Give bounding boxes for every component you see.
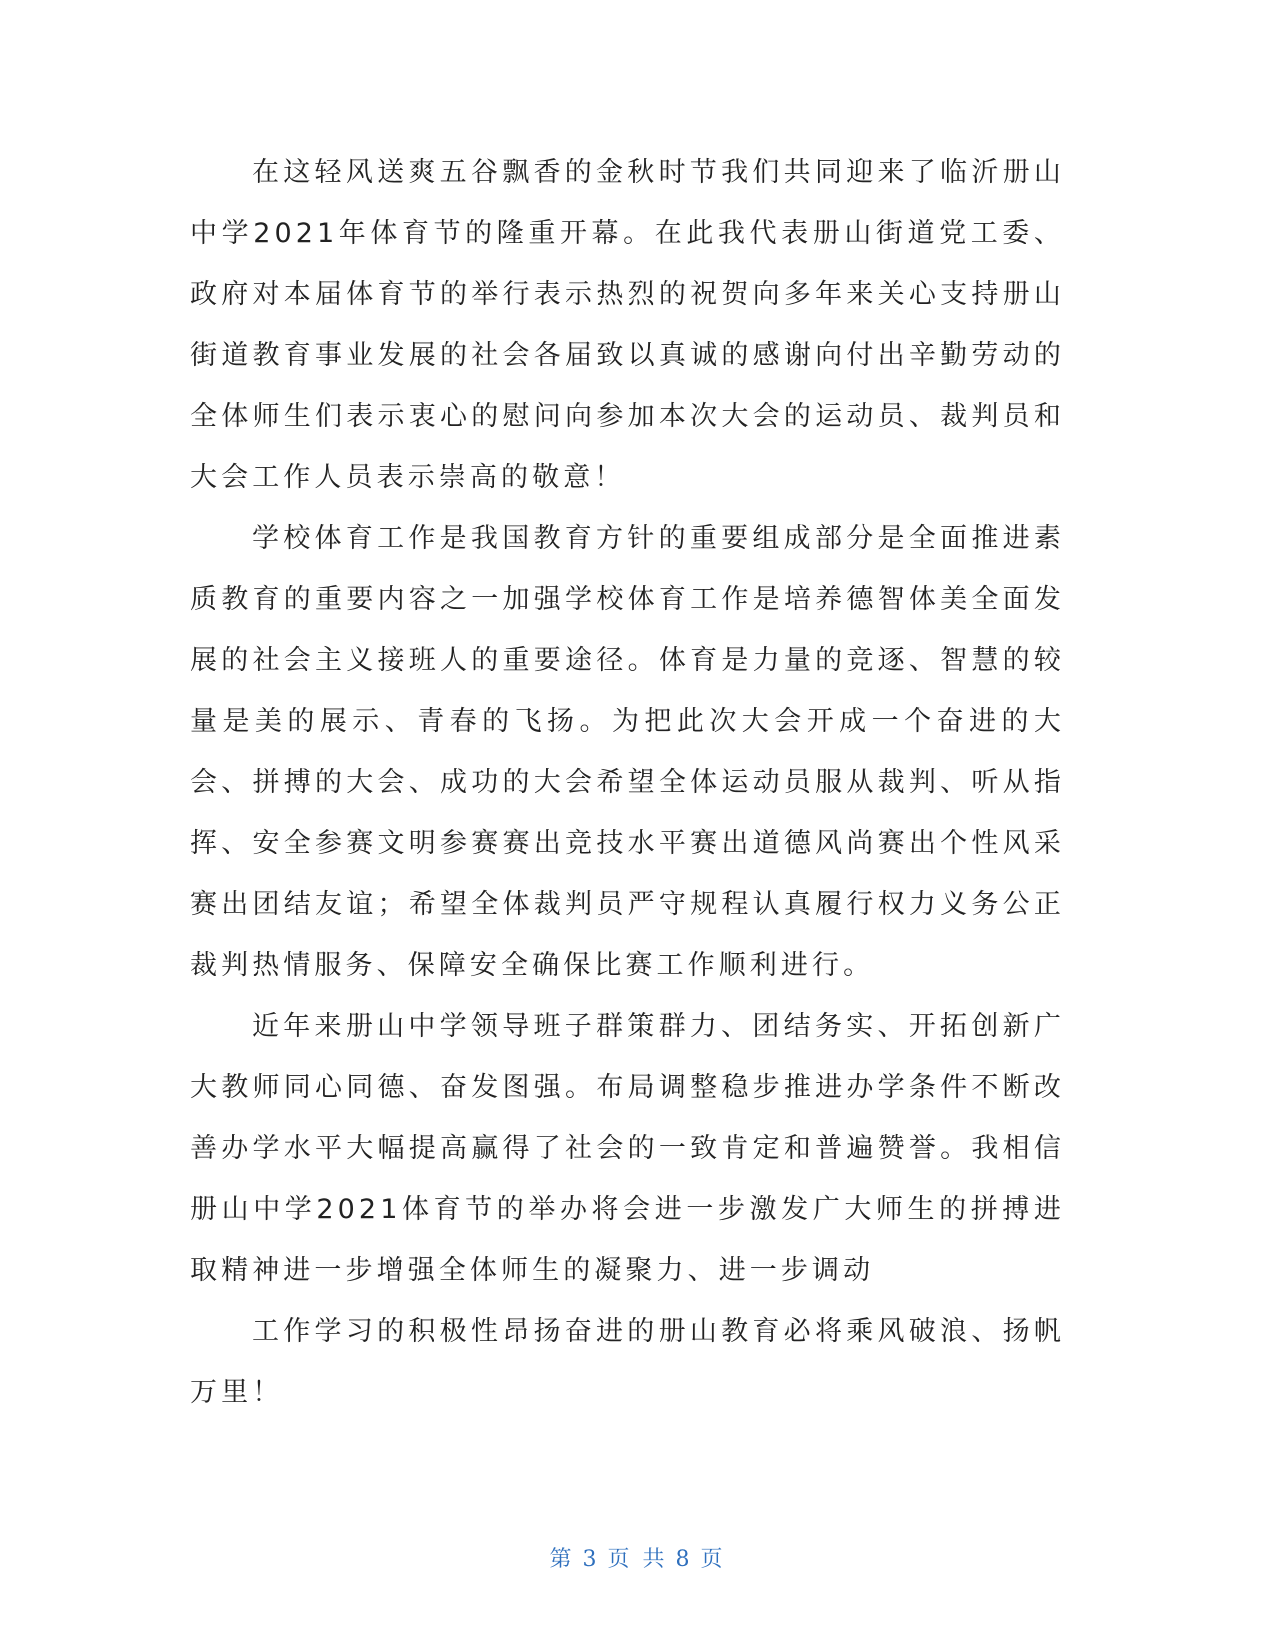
paragraph-2: 学校体育工作是我国教育方针的重要组成部分是全面推进素质教育的重要内容之一加强学校体育工作是培养德智体美全面发展的社会主义接班人的重要途径。体育是力量的竞逐、智慧的较量是美的展示、青春的飞扬。为把此次大会开成一个奋进的大会、拼搏的大会、成功的大会希望全体运动员服从裁判、听从指挥、安全参赛文明参赛赛出竞技水平赛出道德风尚赛出个性风采赛出团结友谊；希望全体裁判员严守规程认真履行权力义务公正裁判热情服务、保障安全确保比赛工作顺利进行。 [190, 523, 1065, 981]
footer-suffix: 页 [700, 1547, 726, 1572]
footer-current-page: 3 [582, 1547, 600, 1572]
document-body [190, 142, 1065, 1423]
paragraph-3: 近年来册山中学领导班子群策群力、团结务实、开拓创新广大教师同心同德、奋发图强。布局调整稳步推进办学条件不断改善办学水平大幅提高赢得了社会的一致肯定和普遍赞誉。我相信册山中学2021体育节的举办将会进一步激发广大师生的拼搏进取精神进一步增强全体师生的凝聚力、进一步调动 [190, 1011, 1065, 1286]
paragraph-1: 在这轻风送爽五谷飘香的金秋时节我们共同迎来了临沂册山中学2021年体育节的隆重开幕。在此我代表册山街道党工委、政府对本届体育节的举行表示热烈的祝贺向多年来关心支持册山街道教育事业发展的社会各届致以真诚的感谢向付出辛勤劳动的全体师生们表示衷心的慰问向参加本次大会的运动员、裁判员和大会工作人员表示崇高的敬意！ [190, 157, 1065, 493]
footer-middle: 页 共 [607, 1547, 668, 1572]
footer-prefix: 第 [549, 1547, 575, 1572]
footer-total-pages: 8 [675, 1547, 693, 1572]
page-footer [0, 1542, 1275, 1573]
paragraph-4: 工作学习的积极性昂扬奋进的册山教育必将乘风破浪、扬帆万里！ [190, 1316, 1065, 1408]
